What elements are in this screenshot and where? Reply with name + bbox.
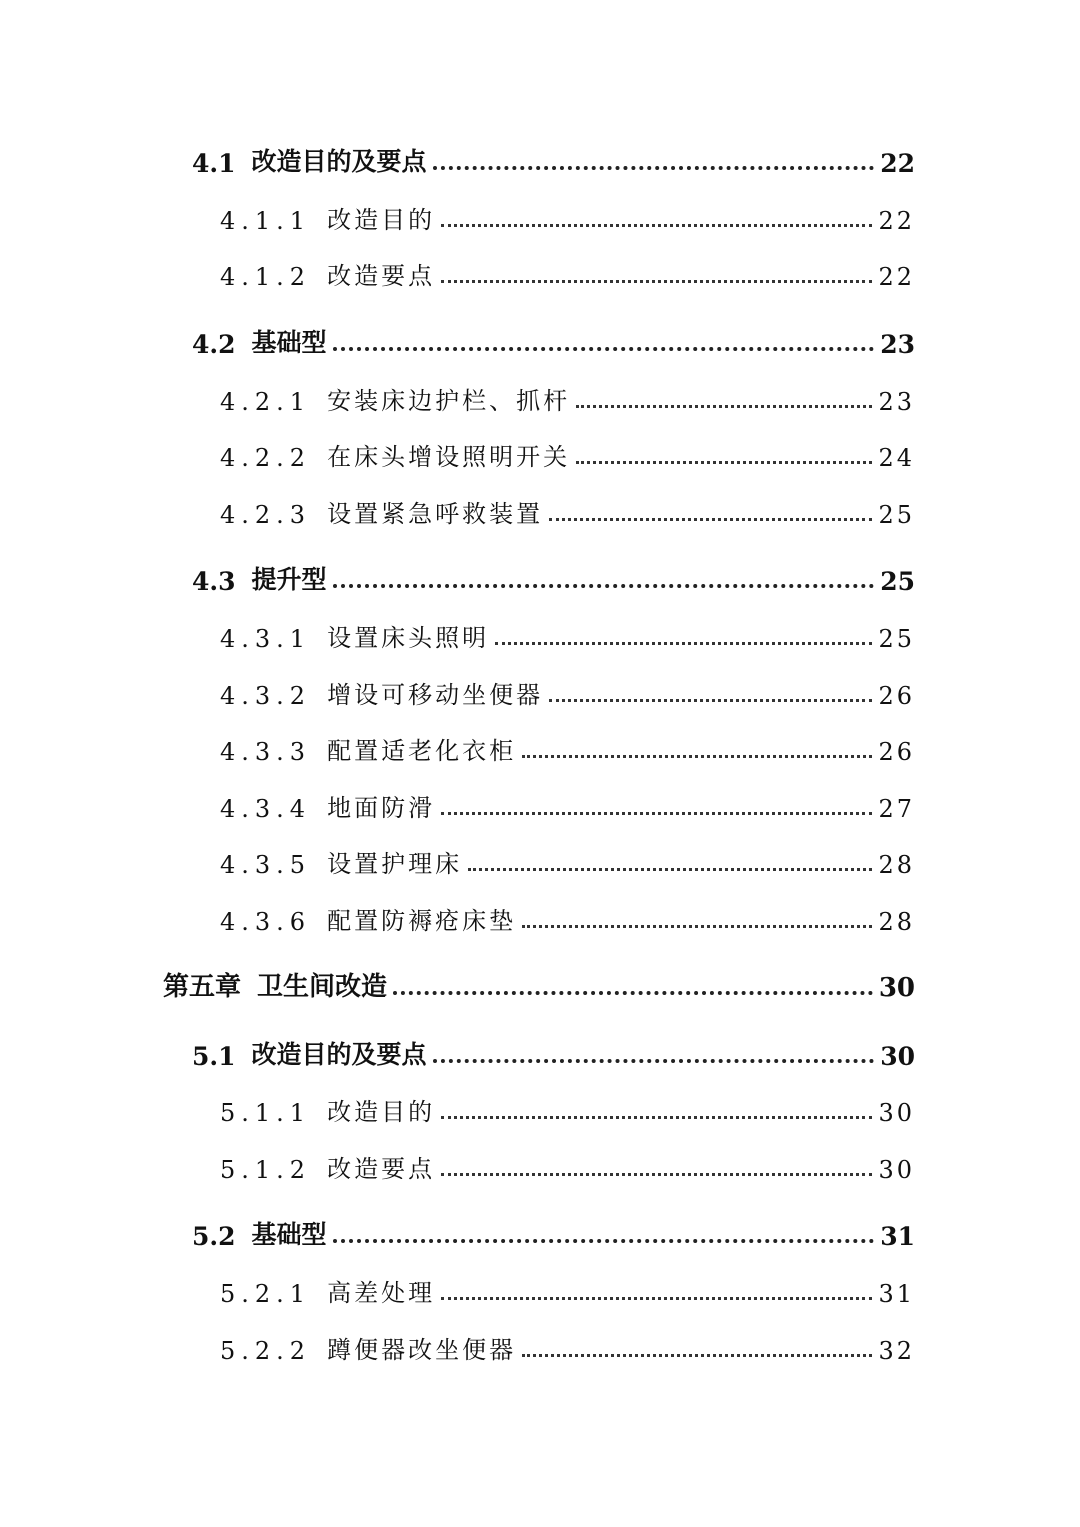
toc-title: 设置床头照明 [327, 624, 490, 652]
toc-entry-4-2-1[interactable] [220, 376, 915, 416]
toc-number: 4.1.1 [220, 207, 312, 235]
toc-number: 4.3 [192, 567, 236, 596]
toc-entry-4-2[interactable] [192, 319, 915, 359]
toc-page-number: 23 [880, 330, 915, 359]
toc-page-number: 24 [878, 444, 915, 472]
dot-leader [522, 755, 872, 758]
toc-page-number: 28 [878, 908, 915, 936]
toc-page-number: 22 [878, 207, 915, 235]
toc-title: 配置防褥疮床垫 [327, 907, 517, 935]
toc-number: 5.1.2 [220, 1156, 312, 1184]
toc-entry-5-1-2[interactable] [220, 1144, 915, 1184]
toc-page-number: 31 [878, 1280, 915, 1308]
toc-entry-4-3-6[interactable] [220, 896, 915, 936]
toc-title: 设置紧急呼救装置 [327, 500, 544, 528]
toc-entry-4-1[interactable] [192, 138, 915, 178]
toc-number: 4.3.5 [220, 851, 312, 879]
toc-title: 蹲便器改坐便器 [327, 1336, 517, 1364]
toc-number: 4.3.2 [220, 682, 312, 710]
toc-title: 改造要点 [327, 1155, 436, 1183]
toc-number: 第五章 [163, 972, 242, 1002]
dot-leader [576, 461, 872, 464]
toc-title: 地面防滑 [327, 794, 436, 822]
toc-number: 5.2.2 [220, 1337, 312, 1365]
toc-number: 4.2 [192, 330, 236, 359]
toc-page-number: 27 [878, 795, 915, 823]
toc-title: 高差处理 [327, 1279, 436, 1307]
toc-title: 安装床边护栏、抓杆 [327, 387, 571, 415]
toc-entry-4-2-2[interactable] [220, 432, 915, 472]
toc-entry-4-3-2[interactable] [220, 670, 915, 710]
toc-entry-4-3-1[interactable] [220, 613, 915, 653]
dot-leader [441, 280, 872, 283]
toc-title: 基础型 [251, 1220, 327, 1249]
dot-leader [441, 1173, 872, 1176]
dot-leader [468, 868, 872, 871]
toc-entry-4-1-2[interactable] [220, 251, 915, 291]
dot-leader [433, 166, 875, 170]
toc-title: 改造要点 [327, 262, 436, 290]
toc-number: 4.3.6 [220, 908, 312, 936]
toc-title: 改造目的及要点 [251, 147, 427, 176]
toc-number: 4.1 [192, 149, 236, 178]
toc-page-number: 30 [880, 1042, 915, 1071]
toc-number: 4.1.2 [220, 263, 312, 291]
toc-number: 4.2.1 [220, 388, 312, 416]
toc-page-number: 31 [880, 1222, 915, 1251]
toc-number: 4.2.2 [220, 444, 312, 472]
toc-entry-5-2-2[interactable] [220, 1325, 915, 1365]
dot-leader [549, 518, 872, 521]
dot-leader [549, 699, 872, 702]
toc-page-number: 32 [878, 1337, 915, 1365]
toc-title: 设置护理床 [327, 850, 463, 878]
toc-title: 改造目的及要点 [251, 1040, 427, 1069]
toc-page-number: 30 [878, 973, 915, 1003]
toc-number: 4.2.3 [220, 501, 312, 529]
toc-page-number: 26 [878, 738, 915, 766]
toc-entry-chapter-5[interactable] [163, 963, 915, 1003]
dot-leader [441, 1116, 872, 1119]
toc-number: 5.1.1 [220, 1099, 312, 1127]
toc-entry-4-2-3[interactable] [220, 489, 915, 529]
toc-entry-4-1-1[interactable] [220, 195, 915, 235]
toc-title: 改造目的 [327, 1098, 436, 1126]
toc-page-number: 25 [878, 501, 915, 529]
toc-page-number: 25 [878, 625, 915, 653]
dot-leader [441, 1297, 872, 1300]
toc-entry-4-3-4[interactable] [220, 783, 915, 823]
dot-leader [441, 224, 872, 227]
dot-leader [333, 347, 875, 351]
dot-leader [393, 991, 873, 995]
toc-title: 在床头增设照明开关 [327, 443, 571, 471]
toc-page-number: 25 [880, 567, 915, 596]
toc-page-number: 30 [878, 1156, 915, 1184]
toc-title: 基础型 [251, 328, 327, 357]
dot-leader [433, 1059, 875, 1063]
toc-entry-4-3-5[interactable] [220, 839, 915, 879]
dot-leader [522, 1354, 872, 1357]
toc-entry-5-1-1[interactable] [220, 1087, 915, 1127]
toc-entry-4-3[interactable] [192, 556, 915, 596]
toc-page-number: 22 [880, 149, 915, 178]
toc-title: 配置适老化衣柜 [327, 737, 517, 765]
toc-number: 5.1 [192, 1042, 236, 1071]
toc-number: 4.3.1 [220, 625, 312, 653]
dot-leader [576, 405, 872, 408]
toc-entry-5-2[interactable] [192, 1211, 915, 1251]
toc-page-number: 28 [878, 851, 915, 879]
toc-title: 卫生间改造 [257, 972, 388, 1002]
dot-leader [441, 812, 872, 815]
toc-page-number: 26 [878, 682, 915, 710]
dot-leader [495, 642, 872, 645]
toc-number: 4.3.4 [220, 795, 312, 823]
toc-page-number: 30 [878, 1099, 915, 1127]
toc-entry-5-2-1[interactable] [220, 1268, 915, 1308]
toc-title: 改造目的 [327, 206, 436, 234]
toc-title: 提升型 [251, 565, 327, 594]
toc-page-number: 23 [878, 388, 915, 416]
toc-title: 增设可移动坐便器 [327, 681, 544, 709]
dot-leader [522, 925, 872, 928]
dot-leader [333, 584, 875, 588]
toc-entry-5-1[interactable] [192, 1031, 915, 1071]
toc-entry-4-3-3[interactable] [220, 726, 915, 766]
toc-page-number: 22 [878, 263, 915, 291]
toc-number: 5.2.1 [220, 1280, 312, 1308]
toc-number: 4.3.3 [220, 738, 312, 766]
dot-leader [333, 1239, 875, 1243]
toc-number: 5.2 [192, 1222, 236, 1251]
